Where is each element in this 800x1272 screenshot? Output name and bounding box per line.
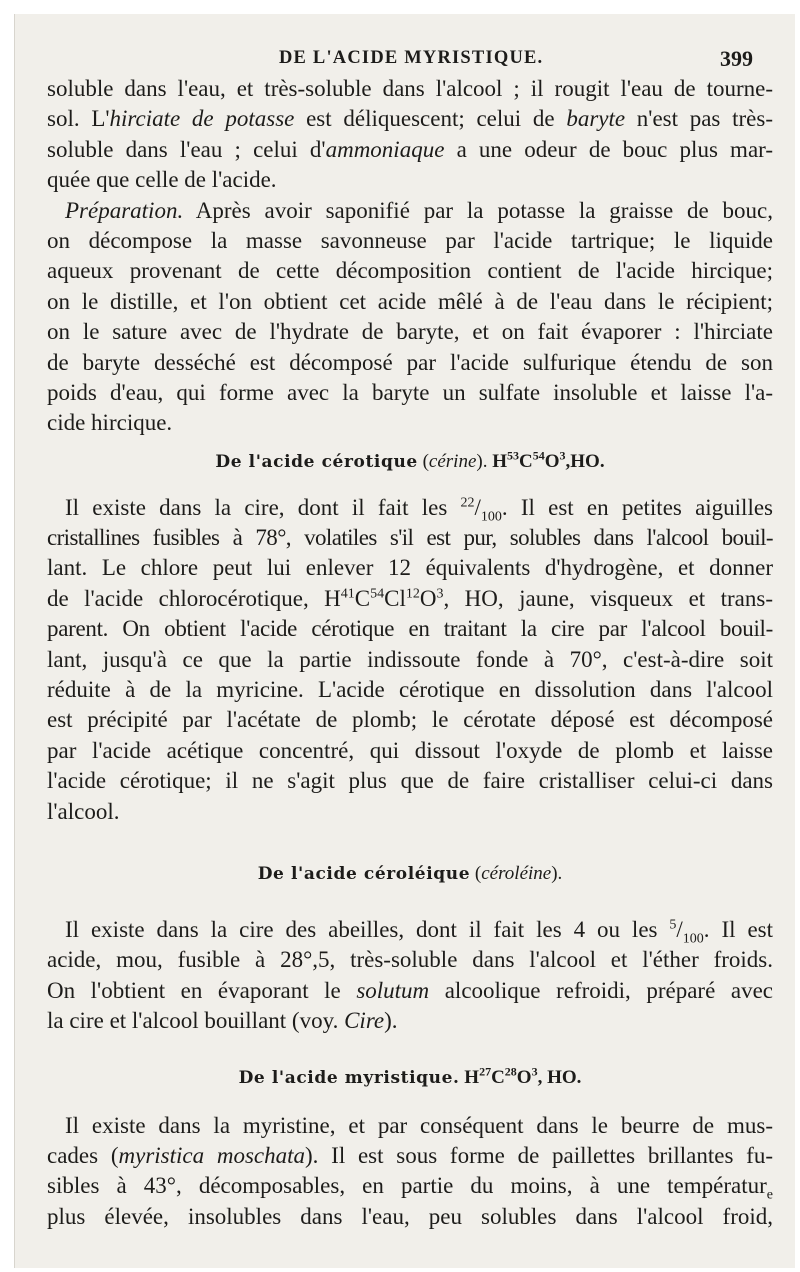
paragraph-ceroleique: [47, 915, 773, 1037]
text-line: l'alcool.: [47, 798, 120, 824]
text-line: sibles à 43°, décomposables, en partie du moins, à une températur$_e$: [47, 1173, 773, 1203]
text-line: on le distille, et l'on obtient cet acide mêlé à de l'eau dans le récipient;: [47, 288, 773, 314]
text-line: on décompose la masse savonneuse par l'acide tartrique; le liquide: [47, 227, 773, 253]
text-line: on le sature avec de l'hydrate de baryte, et on fait évaporer : l'hirciate: [47, 319, 773, 345]
page-header: [15, 38, 795, 71]
section-heading-cerotique: De l'acide cérotique (cérine). $H^{53}C^{54}O^3,HO$.: [215, 448, 605, 472]
text-line: Il existe dans la cire des abeilles, dont il fait les 4 ou les $^5/_{100}$. Il est: [65, 916, 773, 947]
running-title: DE L'ACIDE MYRISTIQUE.: [279, 48, 544, 68]
text-line: de baryte desséché est décomposé par l'acide sulfurique étendu de son: [47, 349, 773, 375]
section-heading-ceroleique: De l'acide céroléique (céroléine).: [257, 862, 563, 884]
text-line: On l'obtient en évaporant le solutum alcoolique refroidi, préparé avec: [47, 977, 773, 1003]
text-line: poids d'eau, qui forme avec la baryte un sulfate insoluble et laisse l'a-: [47, 379, 773, 405]
text-line: acide, mou, fusible à 28°,5, très-soluble dans l'alcool et l'éther froids.: [47, 947, 773, 973]
text-line: lant. Le chlore peut lui enlever 12 équivalents d'hydrogène, et donner: [47, 555, 773, 581]
paragraph-preparation: [47, 196, 773, 439]
text-line: Il existe dans la cire, dont il fait les $^{22}/_{100}$. Il est en petites aiguilles: [65, 494, 773, 525]
text-line: soluble dans l'eau ; celui d'ammoniaque a une odeur de bouc plus mar-: [47, 136, 774, 162]
text-line: cide hircique.: [47, 410, 173, 436]
text-line: quée que celle de l'acide.: [47, 167, 277, 193]
text-line: lant, jusqu'à ce que la partie indissoute fonde à 70°, c'est-à-dire soit: [47, 646, 773, 672]
text-line: cades (myristica moschata). Il est sous forme de paillettes brillantes fu-: [47, 1142, 773, 1168]
text-line: est précipité par l'acétate de plomb; le cérotate déposé est décomposé: [47, 707, 773, 733]
text-line: la cire et l'alcool bouillant (voy. Cire).: [47, 1008, 398, 1034]
text-line: l'acide cérotique; il ne s'agit plus que de faire cristalliser celui-ci dans: [47, 768, 773, 794]
book-page: [14, 14, 795, 1268]
text-line: plus élevée, insolubles dans l'eau, peu solubles dans l'alcool froid,: [47, 1203, 773, 1229]
text-line: soluble dans l'eau, et très-soluble dans l'alcool ; il rougit l'eau de tourne-: [47, 76, 773, 101]
text-line: de l'acide chlorocérotique, $H^{41}C^{54}Cl^{12}O^3$, HO, jaune, visqueux et trans-: [47, 585, 773, 611]
text-line: par l'acide acétique concentré, qui dissout l'oxyde de plomb et laisse: [47, 737, 773, 763]
text-line: Il existe dans la myristine, et par conséquent dans le beurre de mus-: [65, 1112, 773, 1138]
paragraph-cerotique: [47, 493, 773, 827]
text-line: cristallines fusibles à 78°, volatiles s'il est pur, solubles dans l'alcool bouil-: [47, 525, 773, 551]
page-number: 399: [720, 46, 753, 71]
text-line: Préparation. Après avoir saponifié par la potasse la graisse de bouc,: [65, 197, 773, 223]
paragraph-hirciates: [47, 74, 773, 196]
text-line: réduite à de la myricine. L'acide cérotique en dissolution dans l'alcool: [47, 677, 773, 703]
section-heading-myristique: De l'acide myristique. $H^{27}C^{28}O^3$, HO.: [238, 1064, 582, 1088]
body-text: [47, 74, 773, 1232]
text-line: sol. L'hirciate de potasse est déliquescent; celui de baryte n'est pas très-: [47, 106, 773, 132]
text-line: aqueux provenant de cette décomposition contient de l'acide hircique;: [47, 258, 773, 284]
text-line: parent. On obtient l'acide cérotique en traitant la cire par l'alcool bouil-: [47, 616, 773, 642]
paragraph-myristique: [47, 1111, 773, 1233]
